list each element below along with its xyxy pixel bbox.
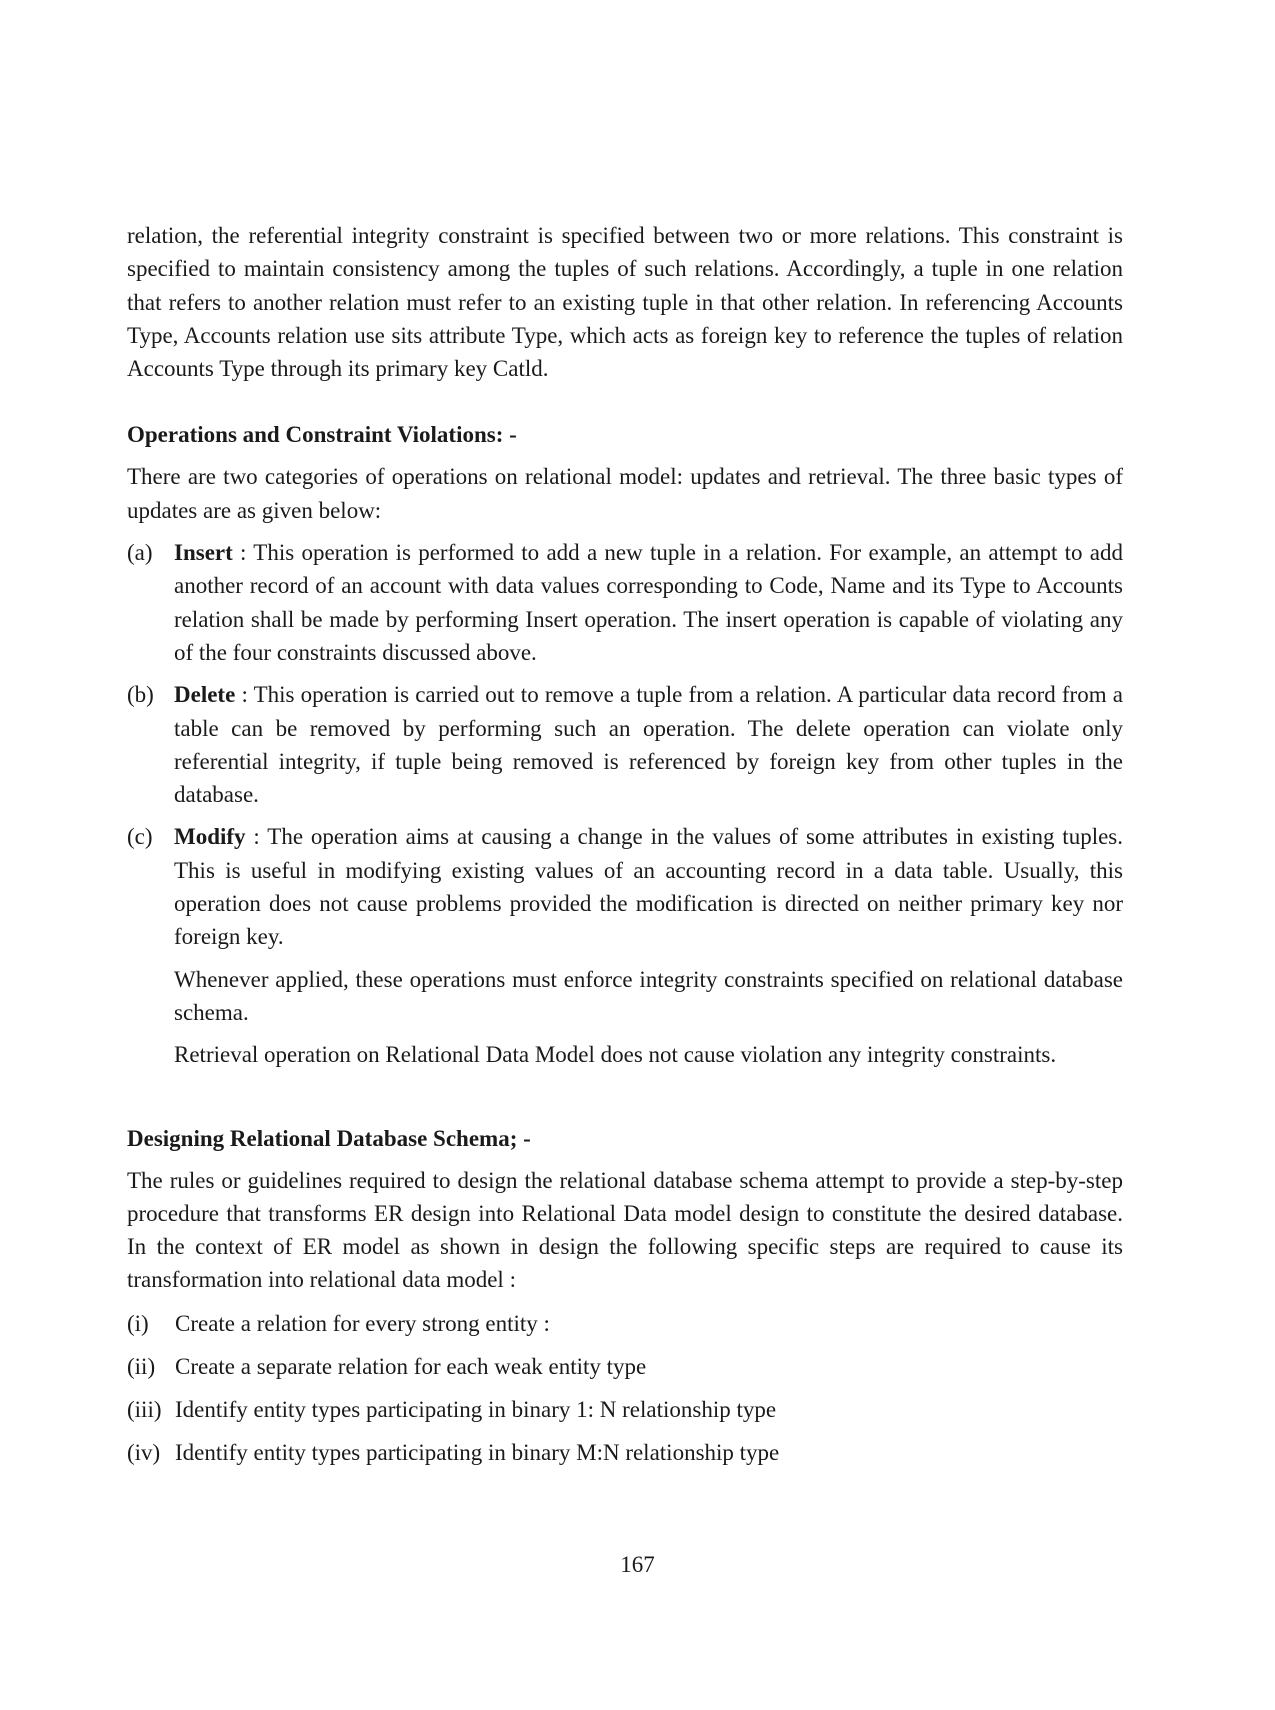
steps-list [127,1307,1123,1469]
step-marker: (iv) [127,1439,161,1465]
note-paragraph: Whenever applied, these operations must enforce integrity constraints specified on relational database schema. [174,966,1123,1025]
list-item-insert [127,536,1123,669]
section-intro-operations: There are two categories of operations on relational model: updates and retrieval. The three basic types of updates are as given below: [127,464,1123,523]
list-marker: (a) [127,540,153,566]
step-item [127,1436,1123,1469]
section-heading-designing: Designing Relational Database Schema; - [127,1125,531,1151]
step-text: Create a relation for every strong entity : [175,1310,550,1336]
list-marker: (c) [127,824,153,850]
step-item [127,1350,1123,1383]
step-item [127,1393,1123,1426]
term-description: : The operation aims at causing a change in the values of some attributes in existing tuples. This is useful in modifying existing values of an accounting record in a data table. Usually, this operation does not cause problems provided the modification is directed on neither primary key nor foreign key. [174,824,1123,950]
step-marker: (iii) [127,1396,162,1422]
step-text: Create a separate relation for each weak entity type [175,1353,647,1379]
section-heading-operations: Operations and Constraint Violations: - [127,422,517,448]
term-delete: Delete [174,682,236,708]
step-text: Identify entity types participating in binary 1: N relationship type [175,1396,777,1422]
step-marker: (i) [127,1310,149,1336]
intro-paragraph: relation, the referential integrity constraint is specified between two or more relations. This constraint is specified to maintain consistency among the tuples of such relations. Accordingly, a tuple in one relation that refers to another relation must refer to an existing tuple in that other relation. In referencing Accounts Type, Accounts relation use sits attribute Type, which acts as foreign key to reference the tuples of relation Accounts Type through its primary key Catld. [127,223,1123,382]
page-content [127,219,1123,1469]
term-modify: Modify [174,824,246,850]
list-marker: (b) [127,682,154,708]
term-description: : This operation is performed to add a new tuple in a relation. For example, an attempt to add another record of an account with data values corresponding to Code, Name and its Type to Accounts relation shall be made by performing Insert operation. The insert operation is capable of violating any of the four constraints discussed above. [174,540,1123,665]
list-item-delete [127,678,1123,811]
page-number: 167 [620,1552,655,1577]
step-item [127,1307,1123,1340]
step-marker: (ii) [127,1353,156,1379]
term-insert: Insert [174,540,233,566]
step-text: Identify entity types participating in binary M:N relationship type [175,1439,780,1465]
note-paragraph: Retrieval operation on Relational Data Model does not cause violation any integrity constraints. [174,1042,1057,1068]
section-intro-designing: The rules or guidelines required to design the relational database schema attempt to provide a step-by-step procedure that transforms ER design into Relational Data model design to constitute the desired database. In the context of ER model as shown in design the following specific steps are required to cause its transformation into relational data model : [127,1167,1123,1293]
list-item-modify [127,820,1123,953]
term-description: : This operation is carried out to remove a tuple from a relation. A particular data record from a table can be removed by performing such an operation. The delete operation can violate only referential integrity, if tuple being removed is referenced by foreign key from other tuples in the database. [174,682,1123,808]
